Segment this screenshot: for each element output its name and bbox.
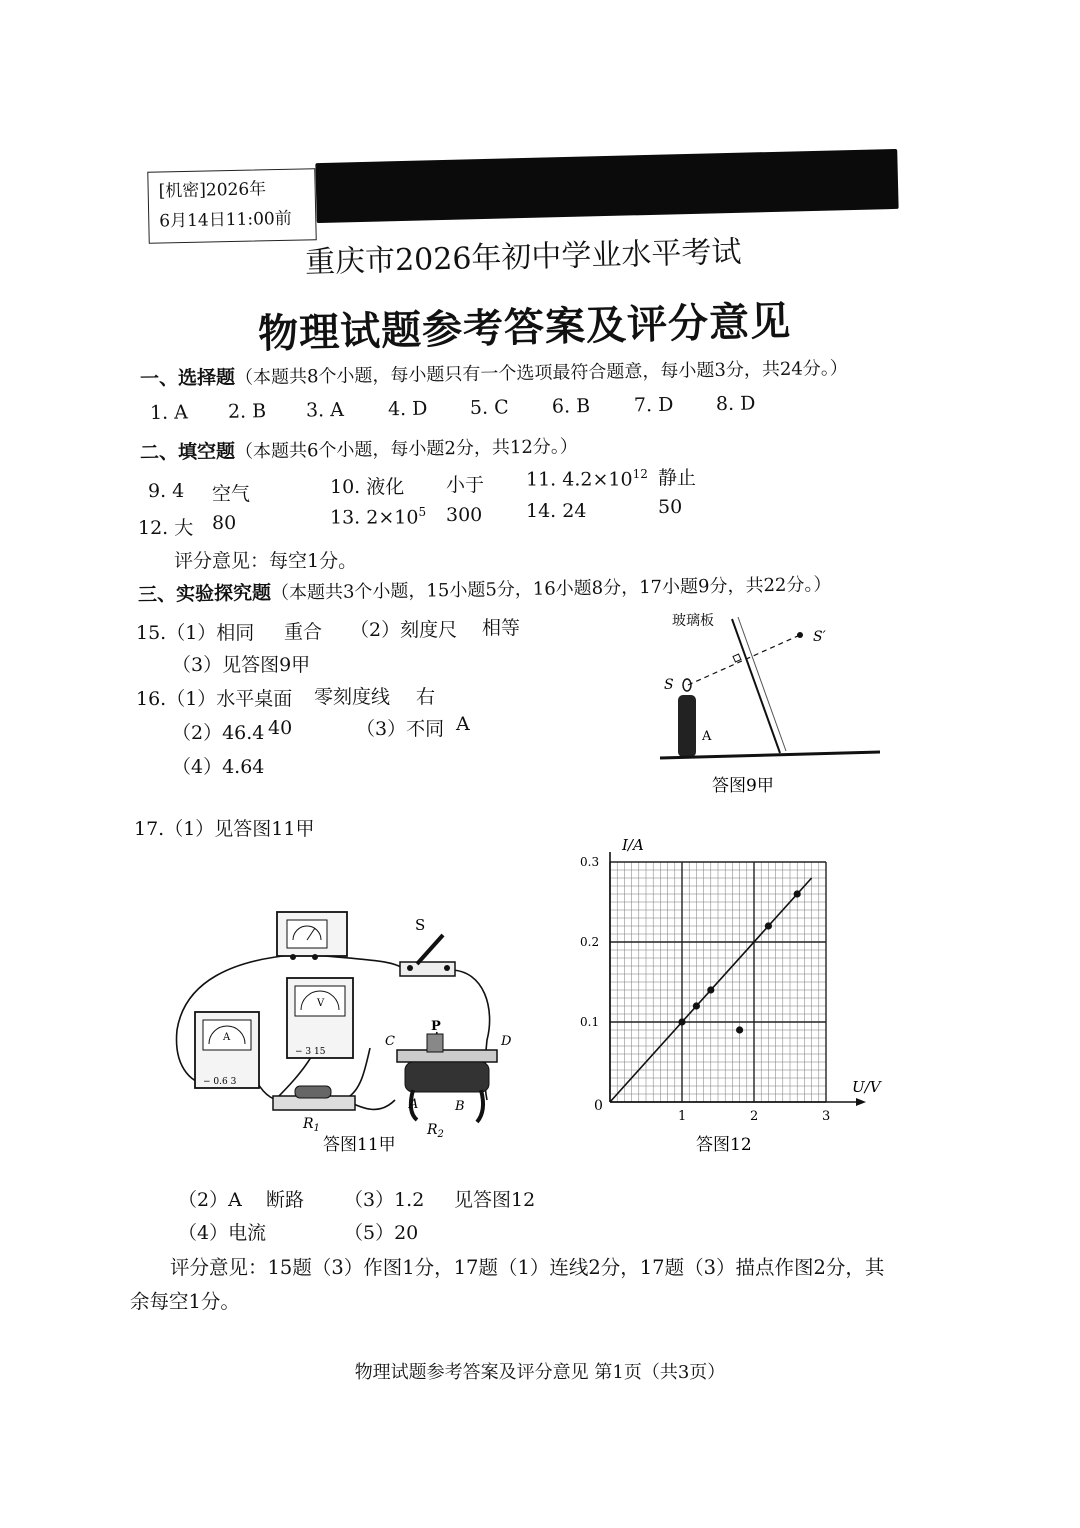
fig11-r1: $R_1$ (303, 1116, 320, 1134)
fig11-a: A (409, 1097, 419, 1112)
ammeter (195, 1012, 259, 1088)
section2-heading (140, 431, 578, 465)
x-tick-labels (678, 1109, 830, 1124)
answer-7: 7. D (633, 393, 674, 417)
answer-2: 2. B (227, 400, 267, 423)
dashed-line (688, 635, 800, 685)
section1-heading (140, 353, 848, 391)
exam-title: 重庆市2026年初中学业水平考试 (304, 234, 742, 281)
q17-1: 17.（1）见答图11甲 (134, 818, 315, 840)
right-angle-mark (733, 654, 741, 662)
q14-b: 50 (658, 496, 683, 518)
q16-2c: （3）不同 (356, 718, 445, 740)
image-point (797, 632, 803, 638)
q13-answer (330, 505, 426, 528)
y-tick-labels (580, 855, 599, 1029)
voltmeter-terminals: − 3 15 (295, 1047, 326, 1057)
x-tick-label: 2 (750, 1109, 759, 1124)
q11-b: 静止 (658, 467, 697, 489)
q17-2a: （2）A (178, 1189, 242, 1211)
section3-heading (138, 569, 832, 607)
section1-title: 一、选择题 (139, 366, 236, 390)
fig11-caption: 答图11甲 (323, 1135, 396, 1155)
fig11-d: D (501, 1034, 512, 1049)
answer-5: 5. C (469, 396, 509, 419)
fig11-s: S (415, 916, 426, 934)
q9-num: 9. 4 (148, 480, 185, 502)
q13-b: 300 (446, 504, 483, 526)
x-axis-arrow (856, 1098, 866, 1106)
q16-1a: 16.（1）水平桌面 (136, 688, 293, 710)
glass-plate (732, 617, 786, 753)
q17-3b: （5）20 (344, 1222, 419, 1244)
q12-b: 80 (212, 512, 237, 534)
section2-title: 二、填空题 (139, 440, 236, 464)
q16-2d: A (456, 713, 470, 735)
fig9-a: A (702, 729, 712, 744)
power-supply (277, 912, 347, 960)
q15-2: （3）见答图9甲 (172, 654, 311, 676)
fig12-caption: 答图12 (696, 1135, 752, 1155)
answer-8: 8. D (715, 392, 756, 416)
y-axis-label: I/A (622, 836, 644, 854)
q15-1a: 15.（1）相同 (136, 622, 255, 644)
data-point (794, 890, 801, 897)
q12-num: 12. 大 (138, 517, 194, 539)
q15-1b: 重合 (284, 621, 323, 643)
x-axis-label: U/V (852, 1078, 881, 1096)
fig9-glass-label: 玻璃板 (672, 613, 714, 629)
fig11-b: B (455, 1099, 465, 1114)
q16-2b: 40 (268, 717, 293, 739)
data-point (678, 1018, 685, 1025)
fig11-r2: $R_2$ (427, 1122, 444, 1140)
q9-b: 空气 (212, 483, 251, 505)
fig11-p: P (431, 1019, 441, 1034)
fig9-s: S (664, 677, 674, 693)
q17-2d: 见答图12 (454, 1189, 536, 1211)
answer-6: 6. B (551, 395, 591, 418)
fig9-caption: 答图9甲 (712, 776, 774, 796)
q16-1b: 零刻度线 (314, 686, 391, 708)
ammeter-symbol: A (223, 1032, 231, 1043)
data-point (736, 1026, 743, 1033)
switch-s (400, 935, 455, 976)
y-tick-label: 0.3 (580, 855, 600, 869)
data-point (693, 1002, 700, 1009)
page-footer: 物理试题参考答案及评分意见 第1页（共3页） (354, 1362, 726, 1383)
q17-3a: （4）电流 (178, 1222, 267, 1244)
figure-11 (165, 900, 535, 1160)
section1-note: （本题共8个小题，每小题只有一个选项最符合题意，每小题3分，共24分。） (234, 357, 848, 389)
voltmeter (287, 978, 353, 1058)
section3-note: （本题共3个小题，15小题5分，16小题8分，17小题9分，共22分。） (270, 574, 832, 604)
x-tick-label: 3 (822, 1109, 831, 1124)
answer-1: 1. A (149, 401, 189, 424)
q17-2b: 断路 (266, 1189, 305, 1211)
y-tick-label: 0.1 (580, 1015, 600, 1029)
q15-1c: （2）刻度尺 (350, 619, 458, 641)
answer-3: 3. A (305, 398, 345, 422)
confidential-line-2: 6月14日11:00前 (159, 208, 292, 232)
confidential-line-1: [机密]2026年 (158, 179, 267, 202)
section3-scoring-2: 余每空1分。 (130, 1290, 240, 1313)
q16-3: （4）4.64 (172, 756, 265, 778)
section3-scoring-1: 评分意见：15题（3）作图1分，17题（1）连线2分，17题（3）描点作图2分，其 (170, 1256, 885, 1279)
x-tick-label: 1 (678, 1109, 687, 1124)
q15-1d: 相等 (482, 617, 521, 639)
section2-scoring: 评分意见：每空1分。 (174, 550, 358, 572)
redaction-bar (315, 149, 898, 223)
answer-4: 4. D (387, 397, 428, 421)
q17-2c: （3）1.2 (344, 1189, 425, 1211)
section1-answers (150, 392, 776, 424)
candle-a (678, 679, 696, 757)
data-point (765, 922, 772, 929)
voltmeter-symbol: V (317, 998, 325, 1009)
q10-num: 10. 液化 (330, 476, 405, 498)
q13-exponent: 5 (418, 505, 427, 519)
q13-num: 13. 2×10 (330, 506, 419, 529)
fig9-s-prime: S′ (813, 629, 826, 645)
origin-label: 0 (594, 1098, 603, 1114)
doc-title: 物理试题参考答案及评分意见 (257, 297, 792, 358)
figure-9 (650, 605, 890, 805)
section2-note: （本题共6个小题，每小题2分，共12分。） (234, 436, 578, 463)
data-point (707, 986, 714, 993)
q14-num: 14. 24 (526, 500, 587, 522)
fig11-c: C (385, 1034, 395, 1049)
q10-b: 小于 (446, 474, 485, 496)
y-tick-label: 0.2 (580, 935, 600, 949)
confidential-stamp (147, 168, 316, 244)
q11-answer (526, 467, 648, 490)
q9-answer (148, 480, 184, 502)
q11-exponent: 12 (632, 467, 648, 481)
q16-2a: （2）46.4 (172, 722, 265, 744)
section3-title: 三、实验探究题 (137, 581, 272, 606)
figure-12-chart (570, 828, 900, 1158)
ammeter-terminals: − 0.6 3 (203, 1077, 237, 1087)
q16-1c: 右 (416, 686, 436, 708)
q11-num: 11. 4.2×10 (526, 468, 633, 491)
